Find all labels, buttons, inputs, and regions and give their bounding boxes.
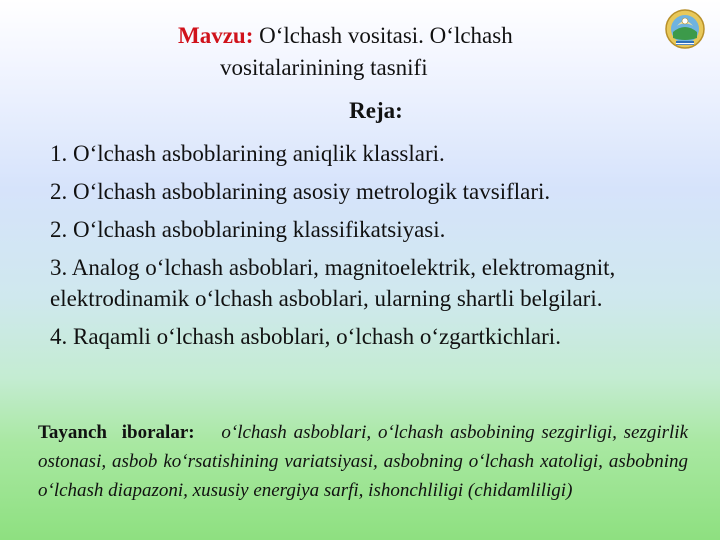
plan-list xyxy=(50,138,710,359)
plan-heading: Reja: xyxy=(349,98,403,123)
plan-item: 2. O‘lchash asboblarining klassifikatsiyasi. xyxy=(50,217,446,242)
keywords-text: o‘lchash asboblari, o‘lchash asbobining sezgirligi, sezgirlik ostonasi, asbob ko‘rsatishining variatsiyasi, asbobning o‘lchash xatoligi, asbobning o‘lchash diapazoni, xususiy energiya sarfi, ishonchliligi (chidamliligi) xyxy=(38,422,689,501)
slide-title xyxy=(178,20,648,84)
uzbekistan-emblem-icon xyxy=(664,8,706,50)
plan-item: 1. O‘lchash asboblarining aniqlik klasslari. xyxy=(50,141,445,166)
plan-item: 2. O‘lchash asboblarining asosiy metrologik tavsiflari. xyxy=(50,179,551,204)
plan-item: 4. Raqamli o‘lchash asboblari, o‘lchash o‘zgartkichlari. xyxy=(50,324,561,349)
keywords-label: Tayanch iboralar: xyxy=(38,422,195,443)
keywords-paragraph xyxy=(38,418,688,505)
title-line-1: O‘lchash vositasi. O‘lchash xyxy=(259,23,513,48)
title-line-2: vositalarinining tasnifi xyxy=(220,55,428,80)
plan-item: 3. Analog o‘lchash asboblari, magnitoelektrik, elektromagnit, elektrodinamik o‘lchash asboblari, ularning shartli belgilari. xyxy=(50,255,616,311)
topic-label: Mavzu: xyxy=(178,23,254,48)
